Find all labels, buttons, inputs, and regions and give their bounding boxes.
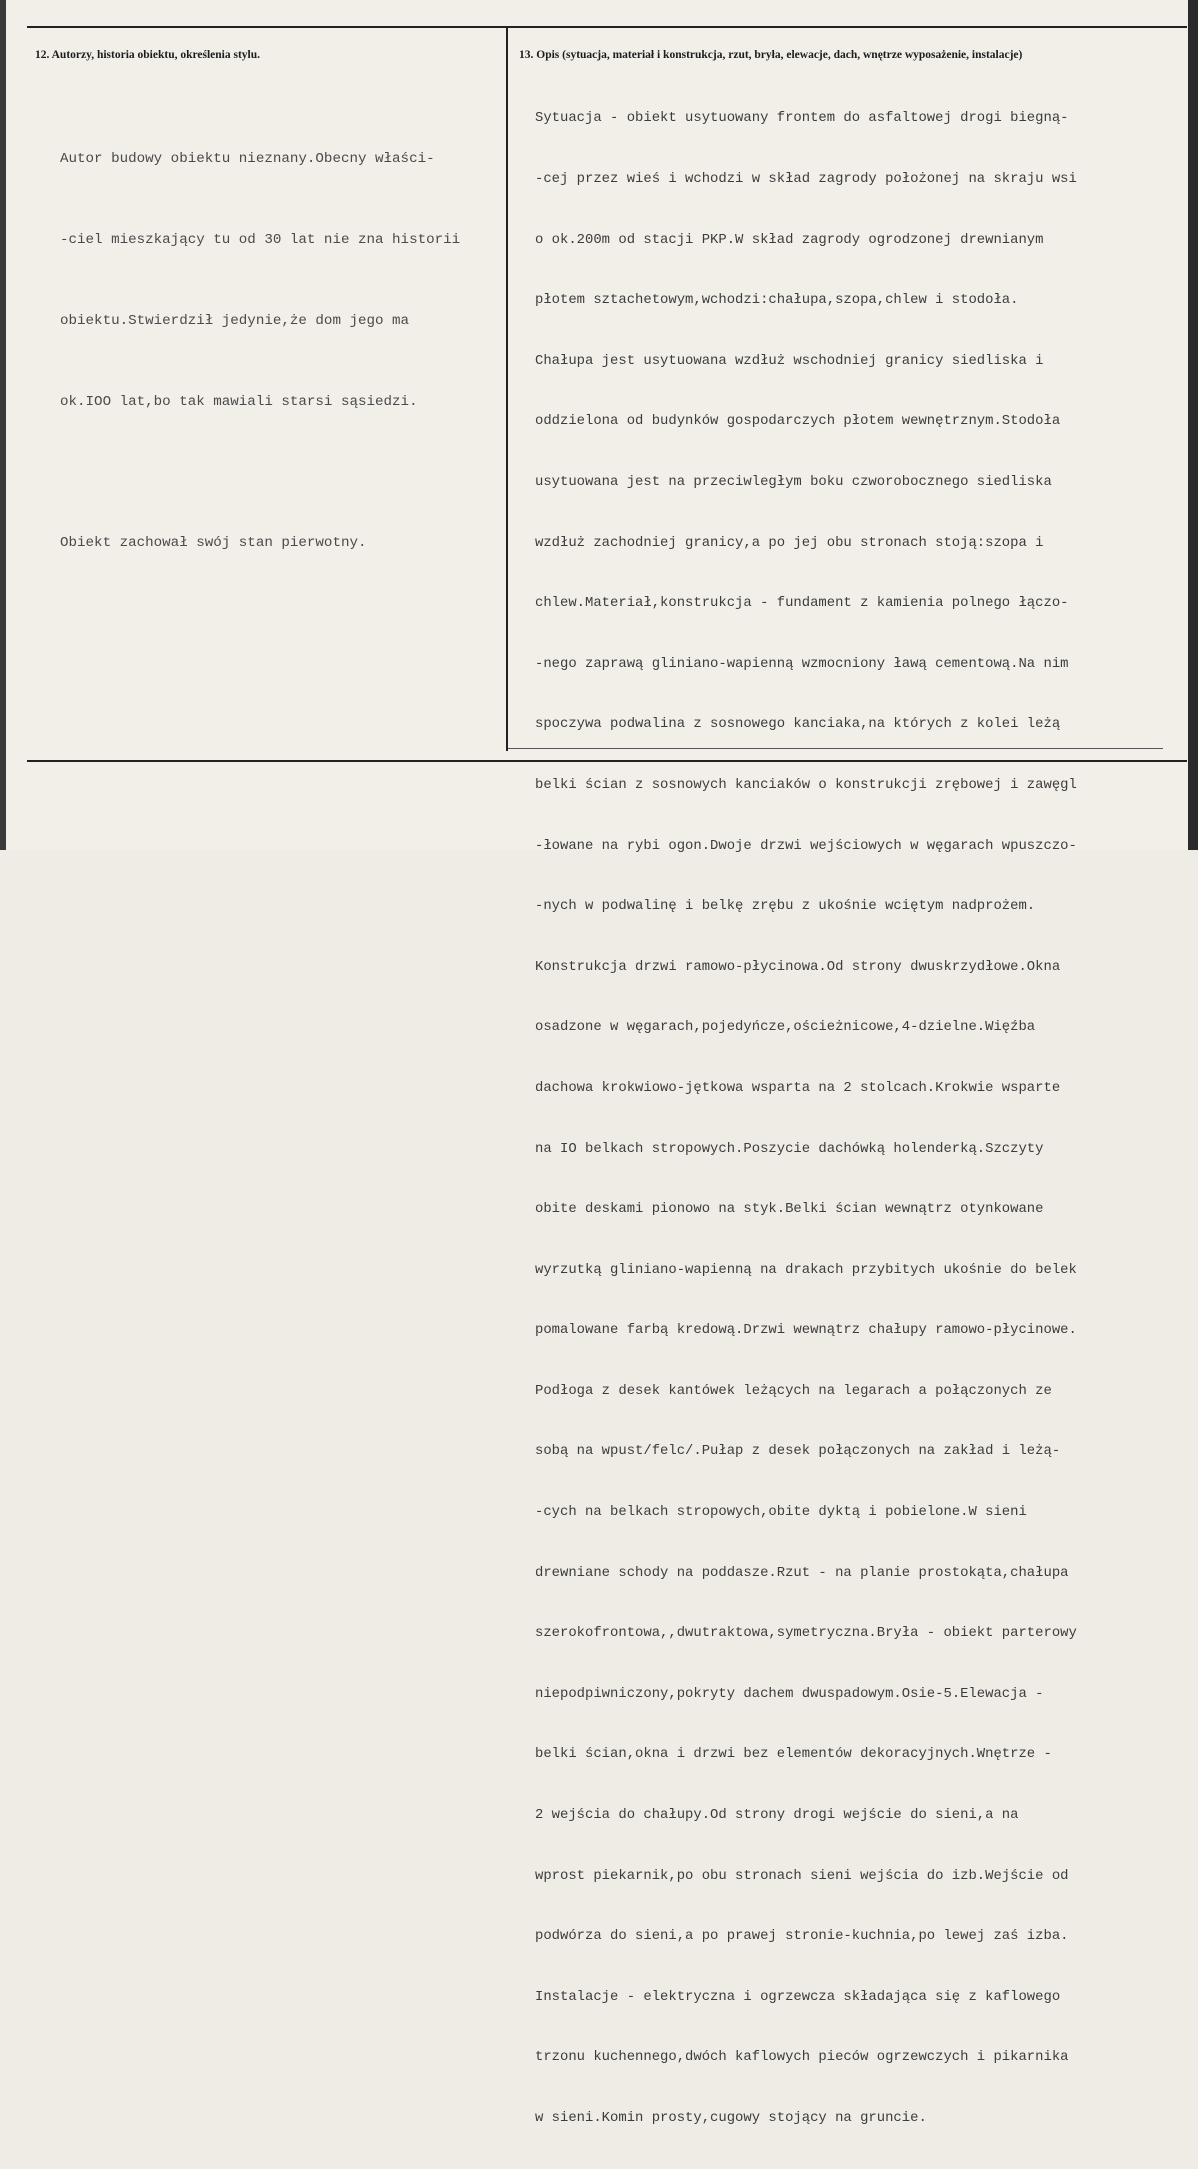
section-12-extra: Obiekt zachował swój stan pierwotny. <box>60 535 367 551</box>
section-13-line: Instalacje - elektryczna i ogrzewcza składająca się z kaflowego <box>535 1988 1061 2005</box>
section-13-line: wzdłuż zachodniej granicy,a po jej obu stronach stoją:szopa i <box>535 534 1044 551</box>
section-13-heading: 13. Opis (sytuacja, materiał i konstrukcja, rzut, bryła, elewacje, dach, wnętrze wyposażenie, instalacje) <box>519 49 1023 61</box>
section-13-line: belki ścian z sosnowych kanciaków o konstrukcji zrębowej i zawęgl <box>535 776 1077 793</box>
section-13-line: trzonu kuchennego,dwóch kaflowych pieców ogrzewczych i pikarnika <box>535 2049 1069 2066</box>
section-13-line: spoczywa podwalina z sosnowego kanciaka,na których z kolei leżą <box>535 716 1061 733</box>
section-13-line: wprost piekarnik,po obu stronach sieni wejścia do izb.Wejście od <box>535 1867 1069 1884</box>
section-12-line: ok.IOO lat,bo tak mawiali starsi sąsiedzi. <box>60 394 418 410</box>
section-13-line: Sytuacja - obiekt usytuowany frontem do asfaltowej drogi biegną- <box>535 110 1069 127</box>
section-13-line: dachowa krokwiowo-jętkowa wsparta na 2 stolcach.Krokwie wsparte <box>535 1079 1061 1096</box>
section-12-heading: 12. Autorzy, historia obiektu, określenia stylu. <box>35 49 261 61</box>
section-13-line: Konstrukcja drzwi ramowo-płycinowa.Od strony dwuskrzydłowe.Okna <box>535 958 1061 975</box>
section-13-line: 2 wejścia do chałupy.Od strony drogi wejście do sieni,a na <box>535 1807 1019 1824</box>
section-13-text <box>535 68 1077 2169</box>
section-12-line: Autor budowy obiektu nieznany.Obecny właści- <box>60 151 435 167</box>
section-13-line: osadzone w węgarach,pojedyńcze,ościeżnicowe,4-dzielne.Więźba <box>535 1019 1036 1036</box>
section-13-line: -cej przez wieś i wchodzi w skład zagrody położonej na skraju wsi <box>535 171 1077 187</box>
section-13-line: -cych na belkach stropowych,obite dyktą i pobielone.W sieni <box>535 1504 1027 1521</box>
section-13-line: w sieni.Komin prosty,cugowy stojący na gruncie. <box>535 2110 927 2126</box>
section-12-text <box>60 92 460 611</box>
section-13-line: -nego zaprawą gliniano-wapienną wzmocniony ławą cementową.Na nim <box>535 655 1069 672</box>
section-13-line: pomalowane farbą kredową.Drzwi wewnątrz chałupy ramowo-płycinowe. <box>535 1322 1077 1339</box>
section-13-line: drewniane schody na poddasze.Rzut - na planie prostokąta,chałupa <box>535 1564 1069 1581</box>
section-13-line: usytuowana jest na przeciwległym boku czworobocznego siedliska <box>535 473 1052 490</box>
section-13-line: oddzielona od budynków gospodarczych płotem wewnętrznym.Stodoła <box>535 413 1061 430</box>
left-edge <box>0 0 6 850</box>
section-13-line: Podłoga z desek kantówek leżących na legarach a połączonych ze <box>535 1382 1052 1399</box>
section-13-line: o ok.200m od stacji PKP.W skład zagrody ogrodzonej drewnianym <box>535 231 1044 248</box>
column-divider <box>506 27 508 751</box>
section-13-line: na IO belkach stropowych.Poszycie dachówką holenderką.Szczyty <box>535 1140 1044 1157</box>
section-13-line: niepodpiwniczony,pokryty dachem dwuspadowym.Osie-5.Elewacja - <box>535 1685 1044 1702</box>
section-12-line: obiektu.Stwierdził jedynie,że dom jego ma <box>60 313 410 329</box>
section-12-line: -ciel mieszkający tu od 30 lat nie zna historii <box>60 232 461 248</box>
section-13-line: -nych w podwalinę i belkę zrębu z ukośnie wciętym nadprożem. <box>535 898 1036 915</box>
section-13-line: sobą na wpust/felc/.Pułap z desek połączonych na zakład i leżą- <box>535 1443 1061 1460</box>
section-13-line: Chałupa jest usytuowana wzdłuż wschodniej granicy siedliska i <box>535 352 1044 369</box>
section-13-line: podwórza do sieni,a po prawej stronie-kuchnia,po lewej zaś izba. <box>535 1928 1069 1945</box>
section-13-line: -łowane na rybi ogon.Dwoje drzwi wejściowych w węgarach wpuszczo- <box>535 837 1077 854</box>
section-13-line: obite deskami pionowo na styk.Belki ścian wewnątrz otynkowane <box>535 1201 1044 1218</box>
section-13-line: belki ścian,okna i drzwi bez elementów dekoracyjnych.Wnętrze - <box>535 1746 1052 1763</box>
section-13-line: szerokofrontowa,,dwutraktowa,symetryczna.Bryła - obiekt parterowy <box>535 1625 1077 1642</box>
section-13-line: wyrzutką gliniano-wapienną na drakach przybitych ukośnie do belek <box>535 1261 1077 1278</box>
section-13-line: płotem sztachetowym,wchodzi:chałupa,szopa,chlew i stodoła. <box>535 292 1019 309</box>
top-rule <box>27 26 1187 28</box>
section-13-line: chlew.Materiał,konstrukcja - fundament z kamienia polnego łączo- <box>535 595 1069 612</box>
